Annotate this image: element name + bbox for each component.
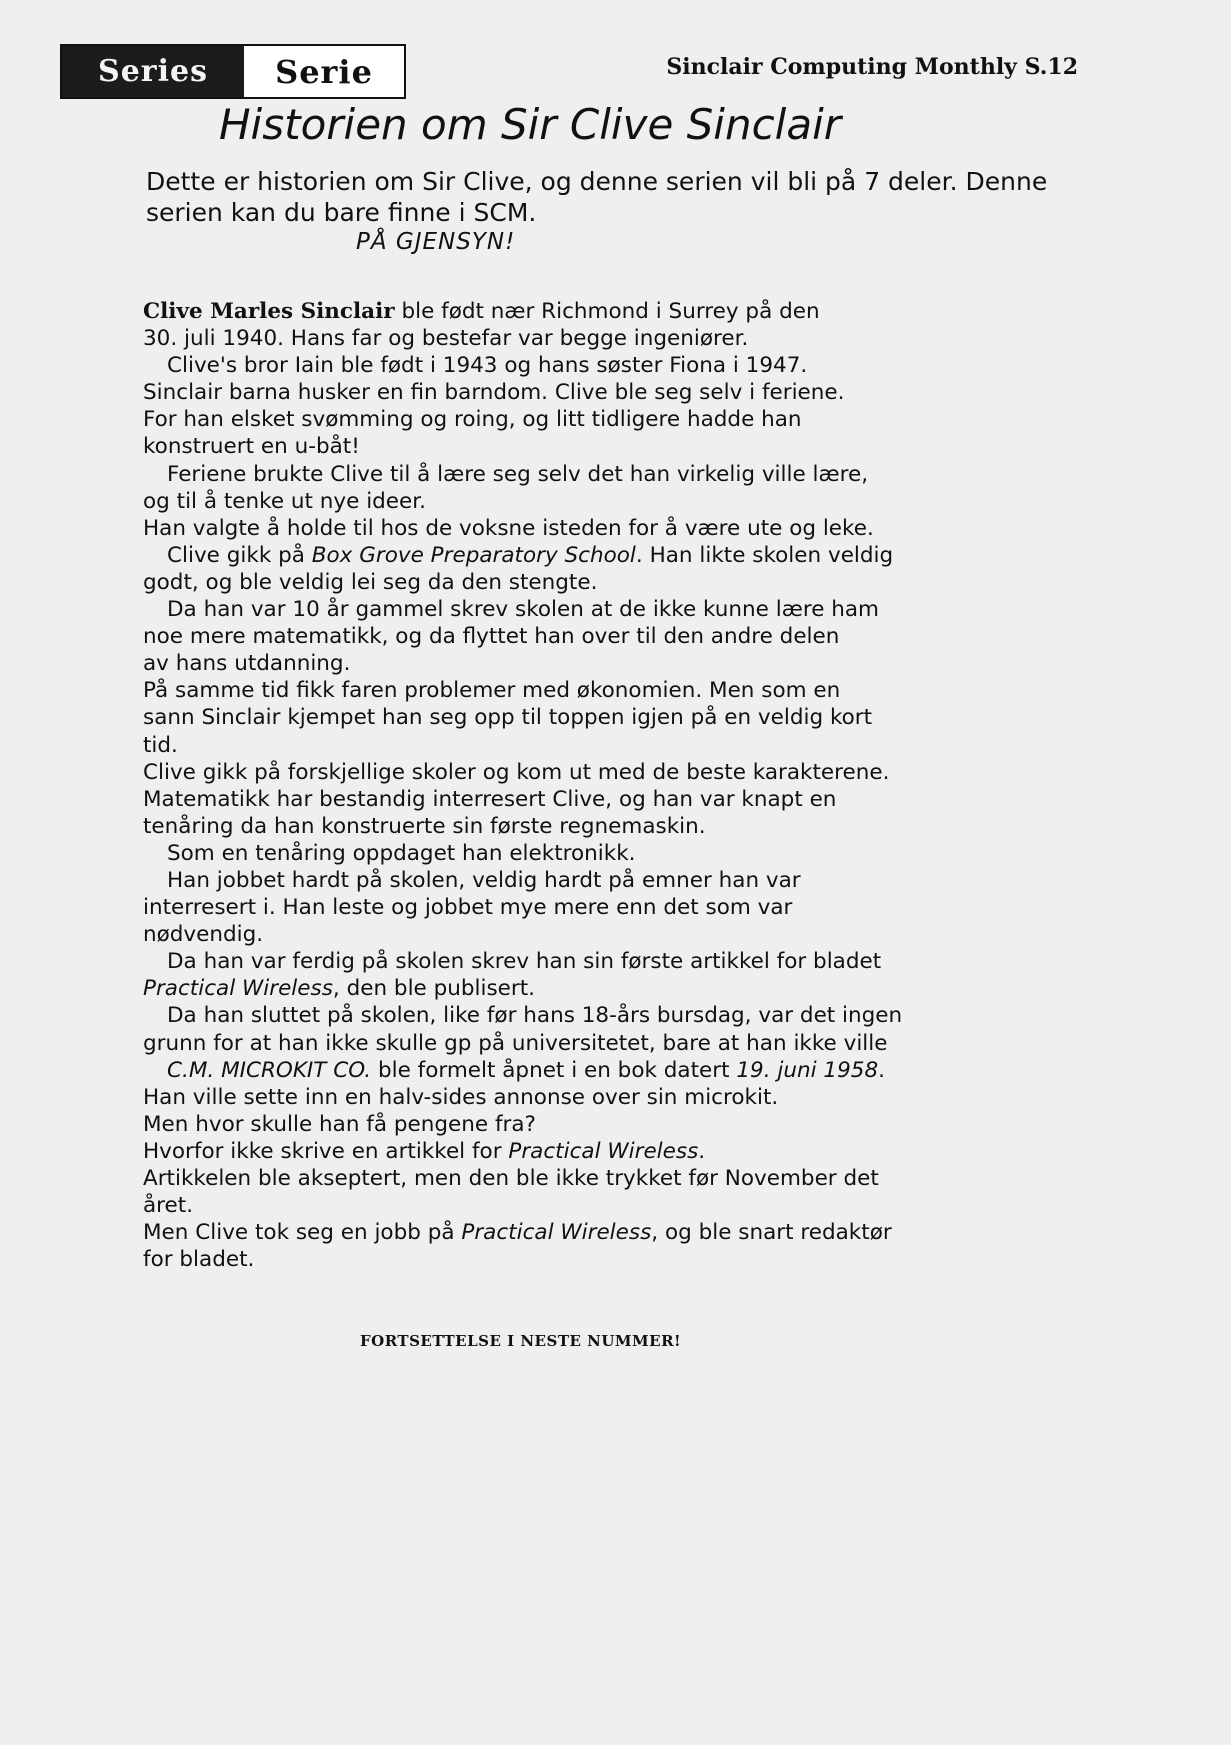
body-line: interresert i. Han leste og jobbet mye mere enn det som var [143,895,793,921]
body-line: godt, og ble veldig lei seg da den stengte. [143,569,598,595]
body-text: Clive gikk på [167,542,312,568]
body-text: , den ble publisert. [332,976,536,1002]
body-line: Clive's bror Iain ble født i 1943 og hans søster Fiona i 1947. [167,353,808,379]
series-tag-light: Serie [275,52,373,91]
body-line: Feriene brukte Clive til å lære seg selv det han virkelig ville lære, [167,461,869,487]
body-line: Matematikk har bestandig interresert Clive, og han var knapt en [143,786,837,812]
body-line [143,1219,1103,1246]
body-line: Artikkelen ble akseptert, men den ble ikke trykket før November det [143,1166,879,1191]
body-line: Sinclair barna husker en fin barndom. Clive ble seg selv i feriene. [143,380,845,406]
body-line [143,298,1103,325]
school-name: Box Grove Preparatory School [311,542,636,568]
body-line: Men hvor skulle han få pengene fra? [143,1111,536,1137]
body-line [143,1138,1103,1165]
body-text: ble formelt åpnet i en bok datert [371,1057,737,1083]
body-line: tid. [143,732,178,758]
body-line: for bladet. [143,1247,255,1273]
body-text: Hvorfor ikke skrive en artikkel for [143,1138,509,1164]
body-line: 30. juli 1940. Hans far og bestefar var begge ingeniører. [143,326,749,352]
body-line: noe mere matematikk, og da flyttet han over til den andre delen [143,624,840,650]
body-line: tenåring da han konstruerte sin første regnemaskin. [143,813,706,839]
body-line: Han valgte å holde til hos de voksne isteden for å være ute og leke. [143,515,874,541]
body-line: Da han var 10 år gammel skrev skolen at de ikke kunne lære ham [167,597,879,623]
body-line: og til å tenke ut nye ideer. [143,488,426,514]
body-line: Han ville sette inn en halv-sides annonse over sin microkit. [143,1084,779,1110]
publication-name: Practical Wireless [508,1138,699,1164]
body-line [143,1057,1103,1084]
body-text: Men Clive tok seg en jobb på [143,1220,462,1246]
intro-signoff: PÅ GJENSYN! [356,229,516,255]
masthead: Sinclair Computing Monthly S.12 [666,54,1078,80]
publication-name: Practical Wireless [143,976,333,1002]
body-line: av hans utdanning. [143,651,351,677]
name-highlight: Clive Marles Sinclair [143,299,395,324]
body-line [143,975,1103,1002]
company-name: C.M. MICROKIT CO. [167,1057,372,1083]
body-text: ble født nær Richmond i Surrey på den [394,299,820,324]
body-line [143,542,1103,569]
body-line: Da han var ferdig på skolen skrev han sin første artikkel for bladet [167,949,882,975]
series-tag-dark: Series [62,46,244,97]
body-line: grunn for at han ikke skulle gp på universitetet, bare at han ikke ville [143,1030,888,1056]
intro-paragraph: Dette er historien om Sir Clive, og denne serien vil bli på 7 deler. Denne serien kan du bare finne i SCM. [146,167,1048,227]
body-line: sann Sinclair kjempet han seg opp til toppen igjen på en veldig kort [143,705,873,731]
body-text: , og ble snart redaktør [651,1220,892,1246]
body-line: Clive gikk på forskjellige skoler og kom ut med de beste karakterene. [143,759,890,785]
body-line: konstruert en u-båt! [143,434,360,460]
body-line: året. [143,1193,194,1219]
body-text: . Han likte skolen veldig [635,542,894,568]
body-line: For han elsket svømming og roing, og litt tidligere hadde han [143,407,802,433]
series-banner [60,44,406,99]
publication-name: Practical Wireless [461,1220,652,1246]
body-line: Han jobbet hardt på skolen, veldig hardt på emner han var [167,867,801,893]
body-line: nødvendig. [143,922,264,948]
date-text: 19. juni 1958 [736,1057,879,1083]
continued-note: FORTSETTELSE I NESTE NUMMER! [360,1332,682,1350]
body-line: Da han sluttet på skolen, like før hans 18-års bursdag, var det ingen [167,1003,903,1029]
article-body [143,298,1103,1273]
body-line: På samme tid fikk faren problemer med økonomien. Men som en [143,678,841,704]
body-line: Som en tenåring oppdaget han elektronikk. [167,840,636,866]
body-text: . [698,1138,706,1164]
body-text: . [878,1057,885,1083]
article-title: Historien om Sir Clive Sinclair [218,100,842,149]
